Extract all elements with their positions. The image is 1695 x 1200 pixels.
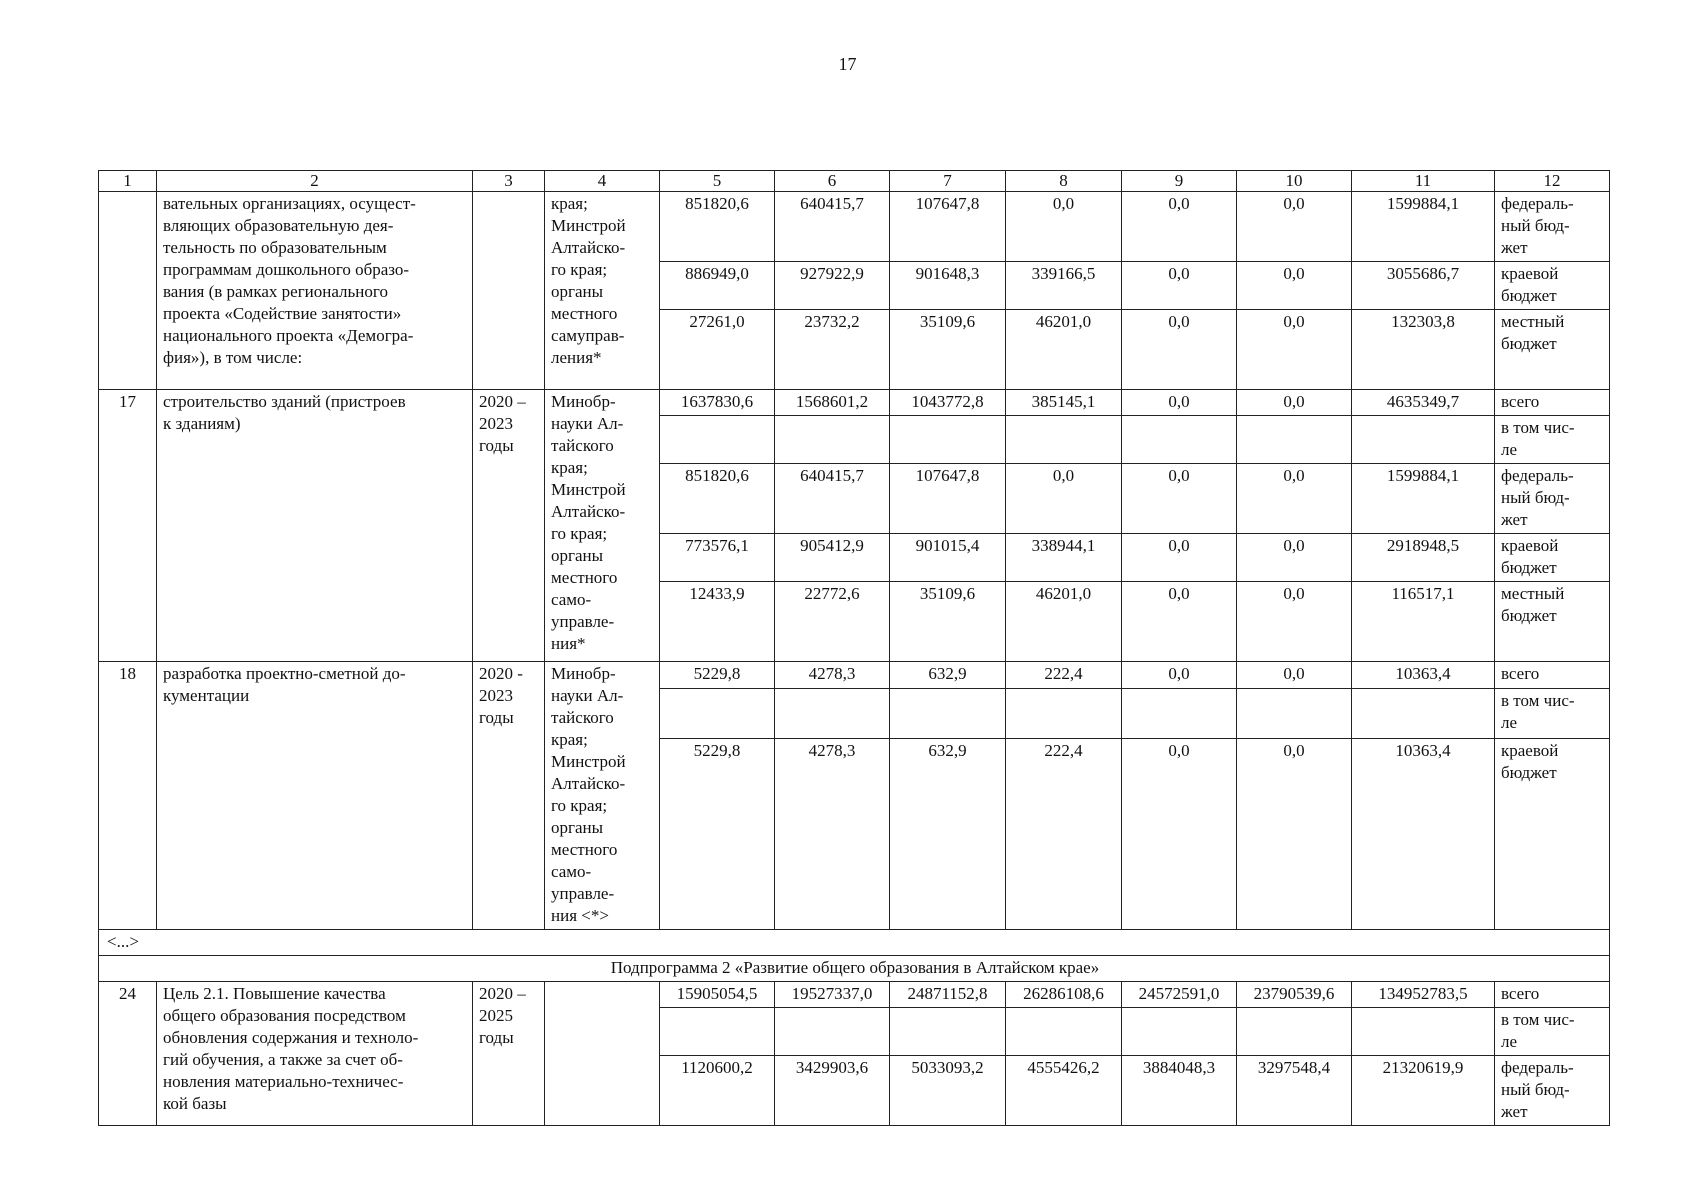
amount-cell: 0,0 xyxy=(1122,262,1237,310)
amount-cell xyxy=(775,416,890,464)
table-row xyxy=(99,662,1610,689)
page-number: 17 xyxy=(838,54,857,74)
column-header: 3 xyxy=(473,171,545,192)
amount-cell: 3884048,3 xyxy=(1122,1056,1237,1126)
amount-cell: 632,9 xyxy=(890,739,1006,930)
amount-cell: 1599884,1 xyxy=(1352,464,1495,534)
subprogram-title: Подпрограмма 2 «Развитие общего образования в Алтайском крае» xyxy=(99,956,1610,982)
item-number xyxy=(99,192,157,390)
amount-cell xyxy=(890,1008,1006,1056)
amount-cell: 3297548,4 xyxy=(1237,1056,1352,1126)
amount-cell: 1568601,2 xyxy=(775,390,890,416)
amount-cell xyxy=(1237,416,1352,464)
amount-cell: 23732,2 xyxy=(775,310,890,390)
column-header: 6 xyxy=(775,171,890,192)
amount-cell: 905412,9 xyxy=(775,534,890,582)
amount-cell: 1637830,6 xyxy=(660,390,775,416)
amount-cell: 640415,7 xyxy=(775,464,890,534)
amount-cell: 26286108,6 xyxy=(1006,982,1122,1008)
amount-cell: 10363,4 xyxy=(1352,662,1495,689)
amount-cell xyxy=(1006,689,1122,739)
item-period xyxy=(473,192,545,390)
column-header: 4 xyxy=(545,171,660,192)
amount-cell: 19527337,0 xyxy=(775,982,890,1008)
item-number: 24 xyxy=(99,982,157,1126)
amount-cell: 901648,3 xyxy=(890,262,1006,310)
amount-cell: 901015,4 xyxy=(890,534,1006,582)
amount-cell: 4635349,7 xyxy=(1352,390,1495,416)
amount-cell: 107647,8 xyxy=(890,464,1006,534)
column-header: 2 xyxy=(157,171,473,192)
amount-cell: 134952783,5 xyxy=(1352,982,1495,1008)
amount-cell: 46201,0 xyxy=(1006,310,1122,390)
amount-cell: 132303,8 xyxy=(1352,310,1495,390)
amount-cell: 1599884,1 xyxy=(1352,192,1495,262)
amount-cell: 116517,1 xyxy=(1352,582,1495,662)
amount-cell: 35109,6 xyxy=(890,310,1006,390)
funding-source: краевой бюджет xyxy=(1495,739,1610,930)
amount-cell: 1120600,2 xyxy=(660,1056,775,1126)
amount-cell xyxy=(890,416,1006,464)
funding-source: всего xyxy=(1495,982,1610,1008)
amount-cell: 107647,8 xyxy=(890,192,1006,262)
subprogram-row xyxy=(99,956,1610,982)
item-description: вательных организациях, осущест- вляющих образовательную дея- тельность по образовательным программам дошкольного образо- вания (в рамках регионального проекта «Содействие занятости» национального проекта «Демогра- фия»), в том числе: xyxy=(157,192,473,390)
table-row xyxy=(99,192,1610,262)
amount-cell xyxy=(1237,1008,1352,1056)
funding-source: краевой бюджет xyxy=(1495,262,1610,310)
amount-cell: 0,0 xyxy=(1006,464,1122,534)
item-period: 2020 – 2023 годы xyxy=(473,390,545,662)
ellipsis: <...> xyxy=(99,930,1610,956)
amount-cell: 222,4 xyxy=(1006,662,1122,689)
amount-cell: 773576,1 xyxy=(660,534,775,582)
amount-cell: 338944,1 xyxy=(1006,534,1122,582)
amount-cell: 0,0 xyxy=(1122,464,1237,534)
amount-cell xyxy=(1006,1008,1122,1056)
amount-cell xyxy=(775,1008,890,1056)
item-executor: Минобр- науки Ал- тайского края; Минстрой Алтайско- го края; органы местного само- управле- ния* xyxy=(545,390,660,662)
table-row xyxy=(99,982,1610,1008)
amount-cell: 24871152,8 xyxy=(890,982,1006,1008)
funding-source: местный бюджет xyxy=(1495,310,1610,390)
amount-cell: 5229,8 xyxy=(660,739,775,930)
column-header: 9 xyxy=(1122,171,1237,192)
amount-cell: 4555426,2 xyxy=(1006,1056,1122,1126)
amount-cell xyxy=(1122,416,1237,464)
amount-cell: 0,0 xyxy=(1237,310,1352,390)
item-description: разработка проектно-сметной до- кументации xyxy=(157,662,473,930)
amount-cell: 0,0 xyxy=(1006,192,1122,262)
amount-cell: 5229,8 xyxy=(660,662,775,689)
amount-cell: 4278,3 xyxy=(775,662,890,689)
amount-cell: 21320619,9 xyxy=(1352,1056,1495,1126)
header-row xyxy=(99,171,1610,192)
amount-cell: 632,9 xyxy=(890,662,1006,689)
column-header: 8 xyxy=(1006,171,1122,192)
column-header: 11 xyxy=(1352,171,1495,192)
amount-cell: 1043772,8 xyxy=(890,390,1006,416)
amount-cell: 2918948,5 xyxy=(1352,534,1495,582)
amount-cell: 0,0 xyxy=(1122,582,1237,662)
amount-cell: 3429903,6 xyxy=(775,1056,890,1126)
amount-cell: 385145,1 xyxy=(1006,390,1122,416)
funding-source: всего xyxy=(1495,390,1610,416)
amount-cell: 0,0 xyxy=(1122,662,1237,689)
amount-cell: 27261,0 xyxy=(660,310,775,390)
funding-source: местный бюджет xyxy=(1495,582,1610,662)
amount-cell: 0,0 xyxy=(1122,390,1237,416)
amount-cell: 851820,6 xyxy=(660,192,775,262)
amount-cell xyxy=(1352,1008,1495,1056)
amount-cell xyxy=(1122,689,1237,739)
amount-cell: 0,0 xyxy=(1122,192,1237,262)
item-description: строительство зданий (пристроев к зданиям) xyxy=(157,390,473,662)
item-number: 18 xyxy=(99,662,157,930)
amount-cell: 0,0 xyxy=(1237,262,1352,310)
amount-cell xyxy=(660,689,775,739)
amount-cell: 46201,0 xyxy=(1006,582,1122,662)
item-executor: края; Минстрой Алтайско- го края; органы местного самуправ- ления* xyxy=(545,192,660,390)
funding-source: краевой бюджет xyxy=(1495,534,1610,582)
column-header: 12 xyxy=(1495,171,1610,192)
item-description: Цель 2.1. Повышение качества общего образования посредством обновления содержания и техноло- гий обучения, а также за счет об- новления материально-техничес- кой базы xyxy=(157,982,473,1126)
table-row xyxy=(99,390,1610,416)
amount-cell xyxy=(1237,689,1352,739)
funding-source: федераль- ный бюд- жет xyxy=(1495,464,1610,534)
amount-cell: 640415,7 xyxy=(775,192,890,262)
funding-source: в том чис- ле xyxy=(1495,1008,1610,1056)
funding-source: всего xyxy=(1495,662,1610,689)
amount-cell xyxy=(890,689,1006,739)
amount-cell: 0,0 xyxy=(1237,534,1352,582)
amount-cell: 0,0 xyxy=(1237,192,1352,262)
funding-source: в том чис- ле xyxy=(1495,416,1610,464)
item-number: 17 xyxy=(99,390,157,662)
column-header: 10 xyxy=(1237,171,1352,192)
item-period: 2020 - 2023 годы xyxy=(473,662,545,930)
column-header: 7 xyxy=(890,171,1006,192)
amount-cell: 0,0 xyxy=(1237,739,1352,930)
amount-cell: 22772,6 xyxy=(775,582,890,662)
amount-cell xyxy=(660,1008,775,1056)
amount-cell xyxy=(1352,689,1495,739)
amount-cell: 0,0 xyxy=(1237,464,1352,534)
amount-cell xyxy=(1352,416,1495,464)
item-executor: Минобр- науки Ал- тайского края; Минстрой Алтайско- го края; органы местного само- управле- ния <*> xyxy=(545,662,660,930)
amount-cell: 927922,9 xyxy=(775,262,890,310)
amount-cell: 886949,0 xyxy=(660,262,775,310)
amount-cell: 35109,6 xyxy=(890,582,1006,662)
amount-cell: 0,0 xyxy=(1237,662,1352,689)
amount-cell: 24572591,0 xyxy=(1122,982,1237,1008)
amount-cell: 0,0 xyxy=(1122,739,1237,930)
column-header: 1 xyxy=(99,171,157,192)
amount-cell: 15905054,5 xyxy=(660,982,775,1008)
amount-cell: 339166,5 xyxy=(1006,262,1122,310)
amount-cell xyxy=(775,689,890,739)
amount-cell xyxy=(660,416,775,464)
amount-cell: 851820,6 xyxy=(660,464,775,534)
amount-cell: 23790539,6 xyxy=(1237,982,1352,1008)
budget-table xyxy=(98,170,1610,1126)
amount-cell: 3055686,7 xyxy=(1352,262,1495,310)
item-executor xyxy=(545,982,660,1126)
funding-source: федераль- ный бюд- жет xyxy=(1495,192,1610,262)
amount-cell: 0,0 xyxy=(1237,582,1352,662)
column-header: 5 xyxy=(660,171,775,192)
amount-cell: 0,0 xyxy=(1122,534,1237,582)
amount-cell: 0,0 xyxy=(1237,390,1352,416)
amount-cell: 222,4 xyxy=(1006,739,1122,930)
item-period: 2020 – 2025 годы xyxy=(473,982,545,1126)
amount-cell: 0,0 xyxy=(1122,310,1237,390)
ellipsis-row xyxy=(99,930,1610,956)
amount-cell: 5033093,2 xyxy=(890,1056,1006,1126)
funding-source: федераль- ный бюд- жет xyxy=(1495,1056,1610,1126)
amount-cell xyxy=(1122,1008,1237,1056)
amount-cell: 10363,4 xyxy=(1352,739,1495,930)
amount-cell: 4278,3 xyxy=(775,739,890,930)
funding-source: в том чис- ле xyxy=(1495,689,1610,739)
amount-cell xyxy=(1006,416,1122,464)
amount-cell: 12433,9 xyxy=(660,582,775,662)
